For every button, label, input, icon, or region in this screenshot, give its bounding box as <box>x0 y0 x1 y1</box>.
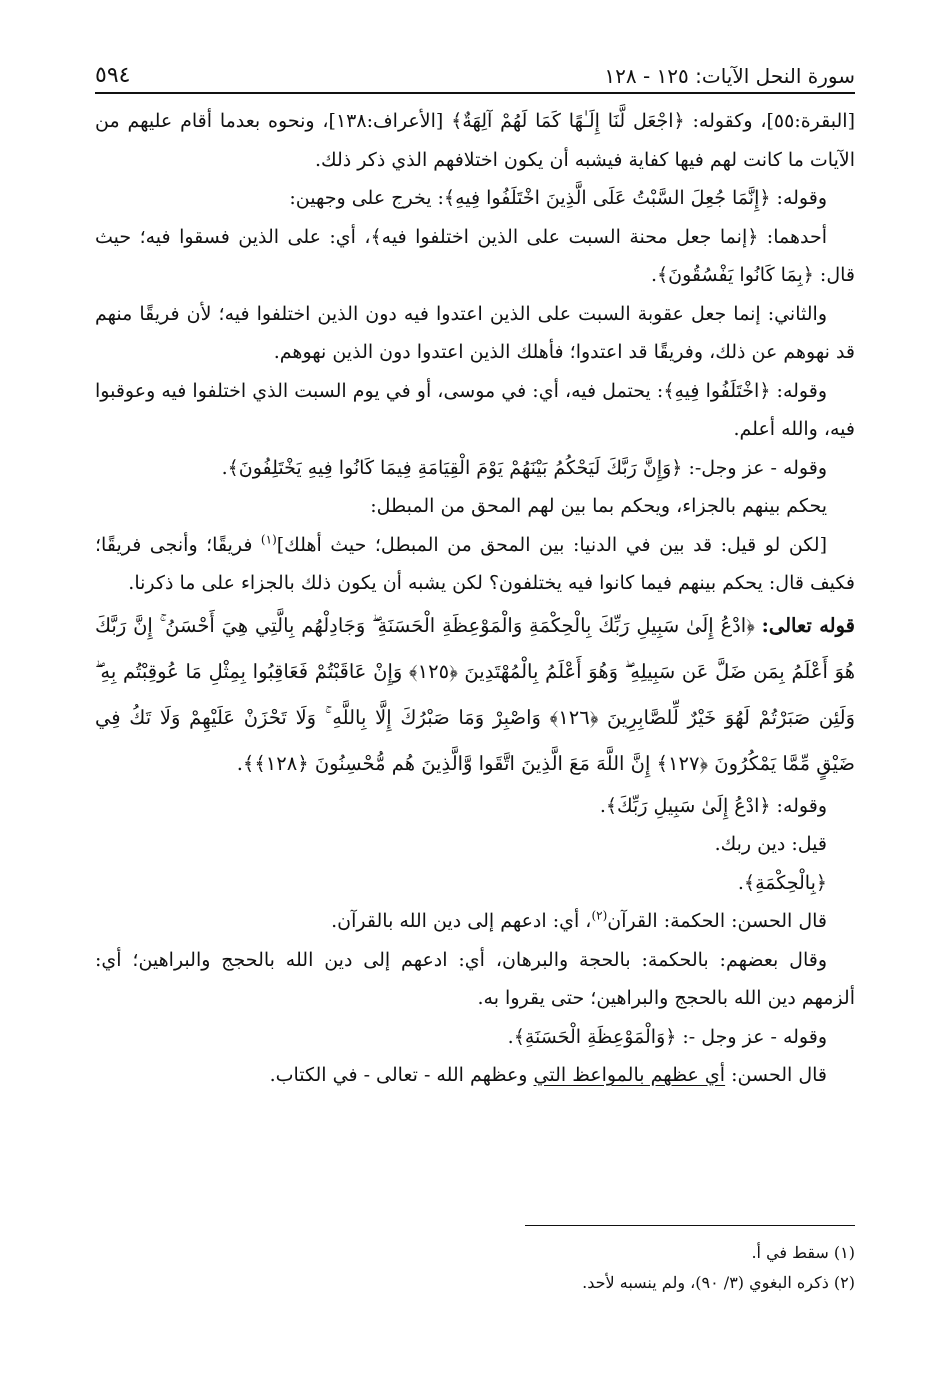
paragraph-7: يحكم بينهم بالجزاء، ويحكم بما بين لهم المحق من المبطل: <box>370 495 827 517</box>
paragraph-8 <box>95 526 855 603</box>
paragraph-9: وقوله: ﴿ادْعُ إِلَىٰ سَبِيلِ رَبِّكَ﴾. <box>599 794 827 817</box>
paragraph-2: وقوله: ﴿إِنَّمَا جُعِلَ السَّبْتُ عَلَى الَّذِينَ اخْتَلَفُوا فِيهِ﴾: يخرج على وجهين: <box>289 187 827 209</box>
verse-block <box>95 603 855 787</box>
footnote-ref-2: (٢) <box>591 908 608 923</box>
paragraph-15-underlined: أي عظهم بالمواعظ التي <box>533 1064 726 1086</box>
paragraph-4: والثاني: إنما جعل عقوبة السبت على الذين اعتدوا فيه دون الذين اختلفوا فيه؛ لأن فريقًا منهم قد نهوهم عن ذلك، وفريقًا قد اعتدوا؛ فأهلك الذين اعتدوا دون الذين نهوهم. <box>95 302 855 363</box>
main-text <box>95 102 855 1095</box>
paragraph-8-text-b: فريقًا؛ وأنجى فريقًا؛ فكيف قال: يحكم بينهم فيما كانوا فيه يختلفون؟ لكن يشبه أن يكون ذلك بالجزاء على ما ذكرنا. <box>95 533 855 594</box>
footnote-2: (٢) ذكره البغوي (٣/ ٩٠)، ولم ينسبه لأحد. <box>582 1273 855 1292</box>
paragraph-12-text-a: قال الحسن: الحكمة: القرآن <box>607 910 827 932</box>
paragraph-14: وقوله - عز وجل -: ﴿وَالْمَوْعِظَةِ الْحَسَنَةِ﴾. <box>507 1025 827 1048</box>
paragraph-3: أحدهما: ﴿إنما جعل محنة السبت على الذين اختلفوا فيه﴾، أي: على الذين فسقوا فيه؛ حيث قال: ﴿بِمَا كَانُوا يَفْسُقُونَ﴾. <box>95 225 855 286</box>
page-number: ٥٩٤ <box>95 63 131 88</box>
page <box>95 48 855 1348</box>
verse-lead: قوله تعالى: <box>761 613 855 637</box>
running-header <box>95 48 855 94</box>
paragraph-15-text-b: وعظهم الله - تعالى - في الكتاب. <box>269 1064 534 1086</box>
footnotes <box>95 1238 855 1298</box>
footnote-ref-1: (١) <box>260 532 277 547</box>
paragraph-13: وقال بعضهم: بالحكمة: بالحجة والبرهان، أي: ادعهم إلى دين الله بالحجج والبراهين؛ أي: ألزمهم دين الله بالحجج والبراهين؛ حتى يقروا به. <box>95 948 855 1009</box>
paragraph-10: قيل: دين ربك. <box>714 833 827 855</box>
footnote-divider <box>525 1225 855 1226</box>
verse-text: ﴿ادْعُ إِلَىٰ سَبِيلِ رَبِّكَ بِالْحِكْمَةِ وَالْمَوْعِظَةِ الْحَسَنَةِ ۖ وَجَادِلْهُم بِالَّتِي هِيَ أَحْسَنُ ۚ إِنَّ رَبَّكَ هُوَ أَعْلَمُ بِمَن ضَلَّ عَن سَبِيلِهِ ۖ وَهُوَ أَعْلَمُ بِالْمُهْتَدِينَ ﴿١٢٥﴾ وَإِنْ عَاقَبْتُمْ فَعَاقِبُوا بِمِثْلِ مَا عُوقِبْتُم بِهِ ۖ وَلَئِن صَبَرْتُمْ لَهُوَ خَيْرٌ لِّلصَّابِرِينَ ﴿١٢٦﴾ وَاصْبِرْ وَمَا صَبْرُكَ إِلَّا بِاللَّهِ ۚ وَلَا تَحْزَنْ عَلَيْهِمْ وَلَا تَكُ فِي ضَيْقٍ مِّمَّا يَمْكُرُونَ ﴿١٢٧﴾ إِنَّ اللَّهَ مَعَ الَّذِينَ اتَّقَوا وَّالَّذِينَ هُم مُّحْسِنُونَ ﴿١٢٨﴾﴾. <box>95 613 856 775</box>
paragraph-15-text-a: قال الحسن: <box>725 1064 827 1086</box>
paragraph-1: [البقرة:٥٥]، وكقوله: ﴿اجْعَل لَّنَا إِلَـٰهًا كَمَا لَهُمْ آلِهَةٌ﴾ [الأعراف:١٣٨]، ونحوه بعدما أقام عليهم من الآيات ما كانت لهم فيها كفاية فيشبه أن يكون اختلافهم الذي ذكر ذلك. <box>95 110 855 171</box>
paragraph-11: ﴿بِالْحِكْمَةِ﴾. <box>737 871 827 894</box>
paragraph-6: وقوله - عز وجل-: ﴿وَإِنَّ رَبَّكَ لَيَحْكُمُ بَيْنَهُمْ يَوْمَ الْقِيَامَةِ فِيمَا كَانُوا فِيهِ يَخْتَلِفُونَ﴾. <box>221 456 827 479</box>
paragraph-12 <box>95 902 855 941</box>
paragraph-8-text-a: [لكن لو قيل: قد بين في الدنيا: بين المحق من المبطل؛ حيث أهلك] <box>276 533 827 556</box>
paragraph-5: وقوله: ﴿اخْتَلَفُوا فِيهِ﴾: يحتمل فيه، أي: في موسى، أو في يوم السبت الذي اختلفوا فيه وعوقبوا فيه، والله أعلم. <box>95 379 855 440</box>
paragraph-12-text-b: ، أي: ادعهم إلى دين الله بالقرآن. <box>331 910 592 932</box>
header-title: سورة النحل الآيات: ١٢٥ - ١٢٨ <box>604 64 855 88</box>
footnote-1: (١) سقط في أ. <box>751 1243 855 1262</box>
paragraph-15 <box>95 1056 855 1095</box>
